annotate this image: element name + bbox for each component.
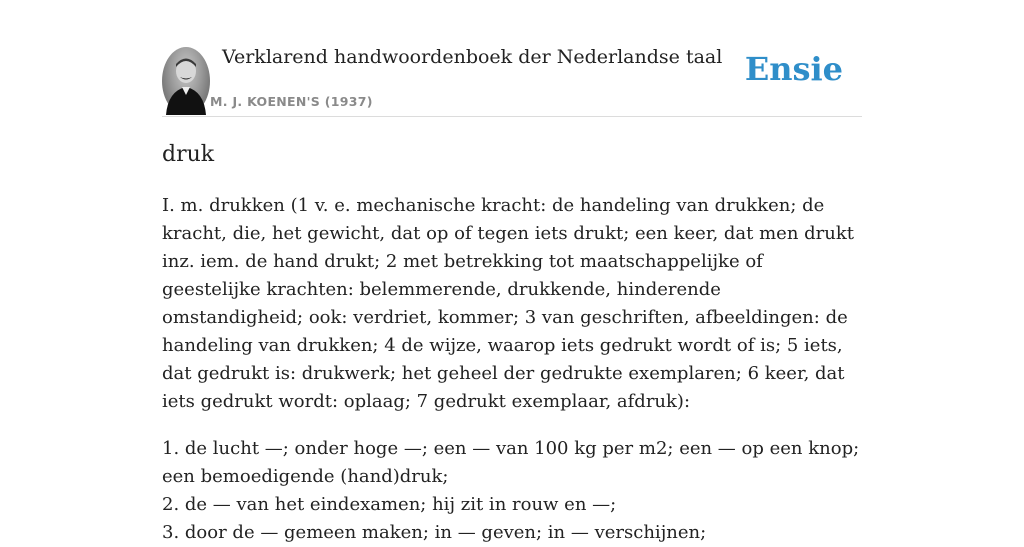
example-line: 2. de — van het eindexamen; hij zit in rouw en —; — [162, 494, 617, 515]
header — [162, 44, 862, 117]
headword: druk — [162, 142, 215, 167]
definition: I. m. drukken (1 v. e. mechanische kracht: de handeling van drukken; de kracht, die, het gewicht, dat op of tegen iets drukt; een keer, dat men drukt inz. iem. de hand drukt; 2 met betrekking tot maatschappelijke of geestelijke krachten: belemmerende, drukkende, hinderende omstandigheid; ook: verdriet, kommer; 3 van geschriften, afbeeldingen: de handeling van drukken; 4 de wijze, waarop iets gedrukt wordt of is; 5 iets, dat gedrukt is: drukwerk; het geheel der gedrukte exemplaren; 6 keer, dat iets gedrukt wordt: oplaag; 7 gedrukt exemplaar, afdruk): — [162, 195, 854, 412]
author-portrait — [162, 47, 210, 115]
examples — [162, 435, 862, 547]
entry — [162, 140, 862, 547]
book-title: Verklarend handwoordenboek der Nederlandse taal — [222, 46, 723, 68]
brand-logo[interactable]: Ensie — [744, 50, 843, 88]
example-line: 1. de lucht —; onder hoge —; een — van 100 kg per m2; een — op een knop; een bemoedigende (hand)druk; — [162, 438, 860, 487]
example-line: 3. door de — gemeen maken; in — geven; in — verschijnen; — [162, 522, 707, 543]
author-label: M. J. KOENEN'S (1937) — [210, 94, 373, 109]
